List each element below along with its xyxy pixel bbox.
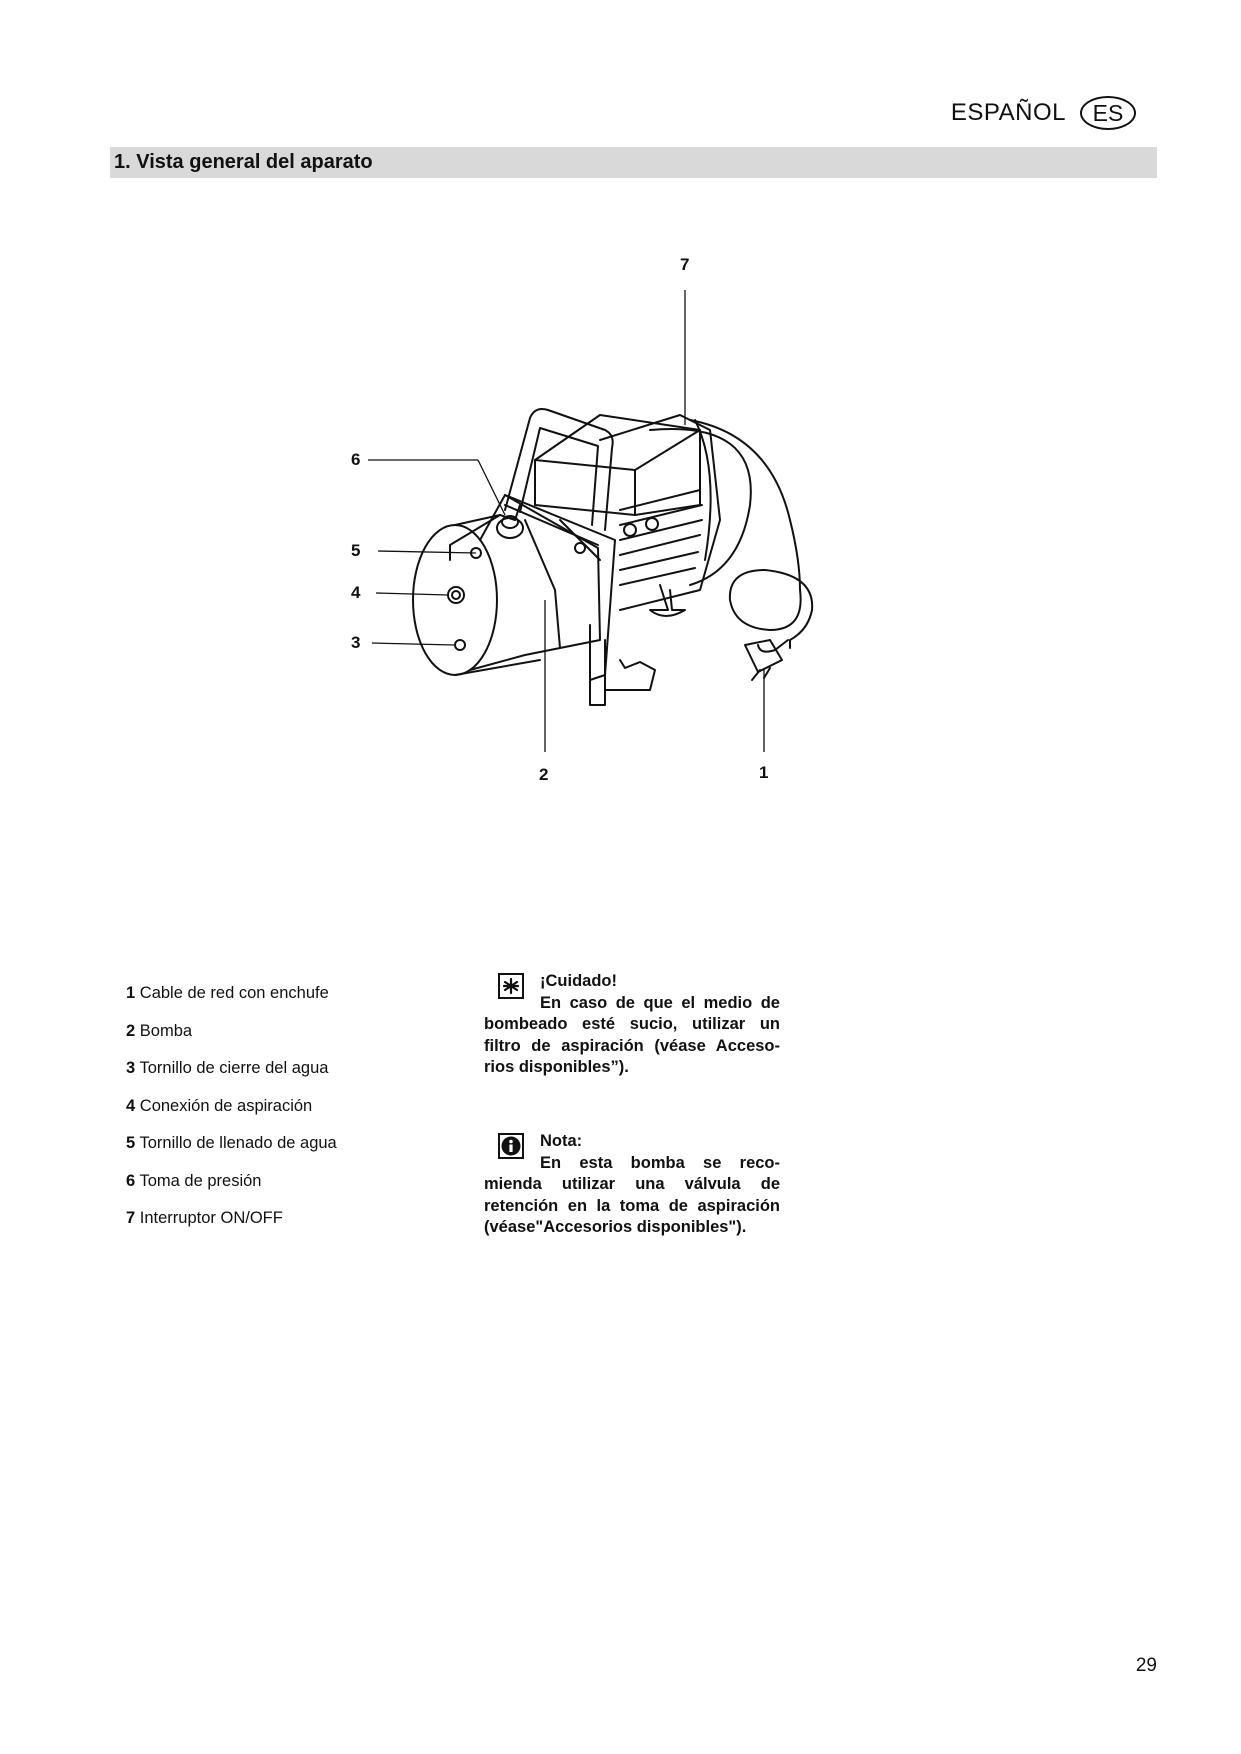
caution-text: bombeado esté sucio, utilizar un filtro de aspiración (véase Acceso-rios disponibles”). xyxy=(484,1015,780,1076)
info-icon xyxy=(498,1133,524,1159)
legend-item: 6 Toma de presión xyxy=(126,1171,262,1190)
parts-legend xyxy=(126,983,486,1246)
note-text: mienda utilizar una válvula de retención en la toma de aspiración (véase"Accesorios disponibles"). xyxy=(484,1175,780,1236)
language-code-badge: ES xyxy=(1080,96,1136,130)
legend-item: 7 Interruptor ON/OFF xyxy=(126,1209,283,1227)
legend-item: 3 Tornillo de cierre del agua xyxy=(126,1059,329,1077)
legend-item: 5 Tornillo de llenado de agua xyxy=(126,1134,337,1152)
callout-4: 4 xyxy=(351,583,361,602)
callout-5: 5 xyxy=(351,541,361,560)
section-title: 1. Vista general del aparato xyxy=(114,151,373,173)
caution-icon xyxy=(498,973,524,999)
legend-item: 2 Bomba xyxy=(126,1021,193,1040)
note-title: Nota: xyxy=(540,1132,583,1150)
caution-notice xyxy=(484,971,780,1079)
callout-2: 2 xyxy=(539,765,549,784)
callout-3: 3 xyxy=(351,633,361,652)
note-text-first-line: En esta bomba se reco- xyxy=(540,1153,780,1172)
callout-6: 6 xyxy=(351,450,361,469)
legend-item: 1 Cable de red con enchufe xyxy=(126,984,329,1002)
note-notice xyxy=(484,1131,780,1239)
page-number: 29 xyxy=(1135,1655,1157,1676)
caution-title: ¡Cuidado! xyxy=(540,972,617,990)
legend-item: 4 Conexión de aspiración xyxy=(126,1096,313,1115)
language-name: ESPAÑOL xyxy=(950,99,1066,126)
caution-text-first-line: En caso de que el medio de xyxy=(540,993,780,1012)
callout-7: 7 xyxy=(680,255,690,274)
callout-1: 1 xyxy=(759,763,769,782)
